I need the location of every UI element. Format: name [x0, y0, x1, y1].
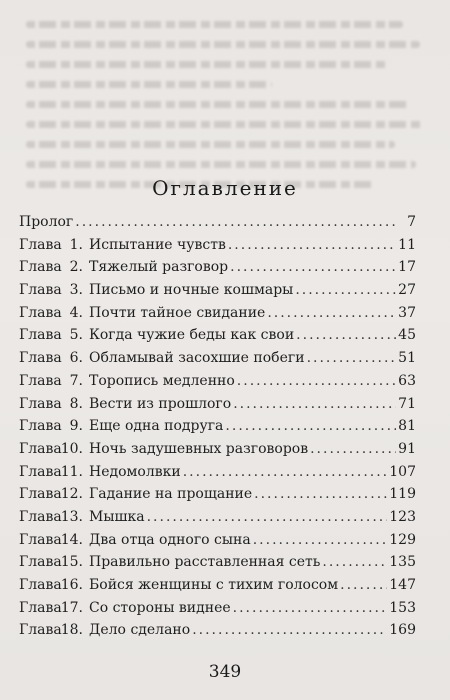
- entry-title: Торопись медленно: [89, 372, 235, 389]
- toc-entry: [19, 259, 416, 282]
- chapter-word: Глава: [19, 259, 62, 276]
- chapter-number: 18 .: [59, 622, 89, 638]
- chapter-number: 8 .: [59, 396, 89, 412]
- chapter-number: 14 .: [59, 532, 89, 548]
- entry-page-number: 71: [398, 395, 416, 412]
- dot-leader: [237, 373, 396, 389]
- entry-page-number: 119: [389, 486, 416, 503]
- entry-title: Обламывай засохшие побеги: [89, 350, 305, 367]
- dot-leader: [75, 214, 396, 230]
- entry-title: Испытание чувств: [89, 236, 226, 253]
- dot-leader: [228, 237, 396, 253]
- toc-heading: Оглавление: [152, 176, 298, 200]
- chapter-word: Глава: [19, 327, 62, 344]
- entry-page-number: 37: [398, 304, 416, 321]
- chapter-word: Глава: [19, 440, 62, 457]
- entry-title: Мышка: [89, 508, 145, 525]
- show-through-text: [26, 8, 436, 178]
- dot-leader: [230, 259, 396, 275]
- entry-title: Тяжелый разговор: [89, 259, 229, 276]
- dot-leader: [295, 282, 396, 298]
- dot-leader: [310, 441, 396, 457]
- chapter-word: Глава: [19, 282, 62, 299]
- chapter-number: 12 .: [59, 486, 89, 502]
- dot-leader: [307, 350, 396, 366]
- dot-leader: [322, 554, 387, 570]
- chapter-word: Глава: [19, 395, 62, 412]
- entry-page-number: 123: [389, 508, 416, 525]
- chapter-word: Глава: [19, 372, 62, 389]
- entry-title: Ночь задушевных разговоров: [89, 440, 309, 457]
- entry-page-number: 129: [389, 531, 416, 548]
- entry-page-number: 17: [398, 259, 416, 276]
- entry-page-number: 51: [398, 350, 416, 367]
- chapter-number: 15 .: [59, 554, 89, 570]
- chapter-word: Глава: [19, 236, 62, 253]
- entry-page-number: 11: [398, 236, 416, 253]
- chapter-number: 2 .: [59, 259, 89, 275]
- chapter-number: 7 .: [59, 373, 89, 389]
- entry-page-number: 27: [398, 282, 416, 299]
- entry-title: Гадание на прощание: [89, 486, 253, 503]
- dot-leader: [183, 464, 388, 480]
- dot-leader: [340, 577, 387, 593]
- toc-entry: [19, 441, 416, 464]
- entry-page-number: 81: [398, 418, 416, 435]
- entry-title: Когда чужие беды как свои: [89, 327, 295, 344]
- entry-title: Недомолвки: [89, 463, 181, 480]
- table-of-contents: [19, 214, 416, 645]
- entry-page-number: 63: [398, 372, 416, 389]
- entry-title: Бойся женщины с тихим голосом: [89, 577, 339, 593]
- entry-page-number: 169: [389, 622, 416, 639]
- entry-page-number: 7: [407, 214, 416, 230]
- entry-title: Вести из прошлого: [89, 395, 232, 412]
- toc-entry: [19, 554, 416, 577]
- dot-leader: [267, 305, 396, 321]
- entry-title: Почти тайное свидание: [89, 304, 266, 321]
- chapter-number: 9 .: [59, 418, 89, 434]
- toc-entry: [19, 622, 416, 645]
- chapter-word: Глава: [19, 418, 62, 435]
- chapter-number: 10 .: [59, 441, 89, 457]
- chapter-word: Глава: [19, 304, 62, 321]
- page-number: 349: [208, 662, 242, 682]
- chapter-number: 13 .: [59, 509, 89, 525]
- toc-entry: [19, 214, 416, 237]
- entry-title: Два отца одного сына: [89, 531, 251, 548]
- entry-title: Еще одна подруга: [89, 418, 224, 435]
- toc-entry: [19, 282, 416, 305]
- chapter-number: 16 .: [59, 577, 89, 593]
- entry-title: Правильно расставленная сеть: [89, 554, 321, 571]
- entry-title: Пролог: [19, 214, 74, 230]
- chapter-word: Глава: [19, 622, 62, 639]
- toc-entry: [19, 577, 416, 600]
- chapter-word: Глава: [19, 531, 62, 548]
- chapter-number: 4 .: [59, 305, 89, 321]
- toc-entry: [19, 327, 416, 350]
- entry-page-number: 91: [398, 440, 416, 457]
- chapter-number: 1 .: [59, 237, 89, 253]
- entry-page-number: 147: [389, 577, 416, 593]
- toc-entry: [19, 600, 416, 623]
- chapter-word: Глава: [19, 486, 62, 503]
- entry-page-number: 135: [389, 554, 416, 571]
- dot-leader: [147, 509, 388, 525]
- entry-page-number: 45: [398, 327, 416, 344]
- chapter-number: 17 .: [59, 600, 89, 616]
- entry-page-number: 153: [389, 599, 416, 616]
- chapter-word: Глава: [19, 508, 62, 525]
- entry-title: Со стороны виднее: [89, 599, 231, 616]
- dot-leader: [225, 418, 396, 434]
- toc-entry: [19, 418, 416, 441]
- toc-entry: [19, 373, 416, 396]
- toc-entry: [19, 509, 416, 532]
- chapter-word: Глава: [19, 599, 62, 616]
- toc-entry: [19, 396, 416, 419]
- dot-leader: [254, 486, 387, 502]
- toc-entry: [19, 486, 416, 509]
- toc-entry: [19, 532, 416, 555]
- dot-leader: [233, 600, 388, 616]
- entry-title: Дело сделано: [89, 622, 191, 639]
- entry-page-number: 107: [389, 463, 416, 480]
- dot-leader: [233, 396, 396, 412]
- chapter-word: Глава: [19, 577, 62, 593]
- chapter-word: Глава: [19, 554, 62, 571]
- entry-title: Письмо и ночные кошмары: [89, 282, 294, 299]
- chapter-word: Глава: [19, 463, 62, 480]
- chapter-number: 11 .: [59, 464, 89, 480]
- toc-entry: [19, 237, 416, 260]
- chapter-number: 3 .: [59, 282, 89, 298]
- toc-entry: [19, 305, 416, 328]
- chapter-word: Глава: [19, 350, 62, 367]
- chapter-number: 6 .: [59, 350, 89, 366]
- dot-leader: [296, 327, 396, 343]
- toc-entry: [19, 464, 416, 487]
- dot-leader: [253, 532, 388, 548]
- dot-leader: [192, 622, 387, 638]
- toc-entry: [19, 350, 416, 373]
- chapter-number: 5 .: [59, 327, 89, 343]
